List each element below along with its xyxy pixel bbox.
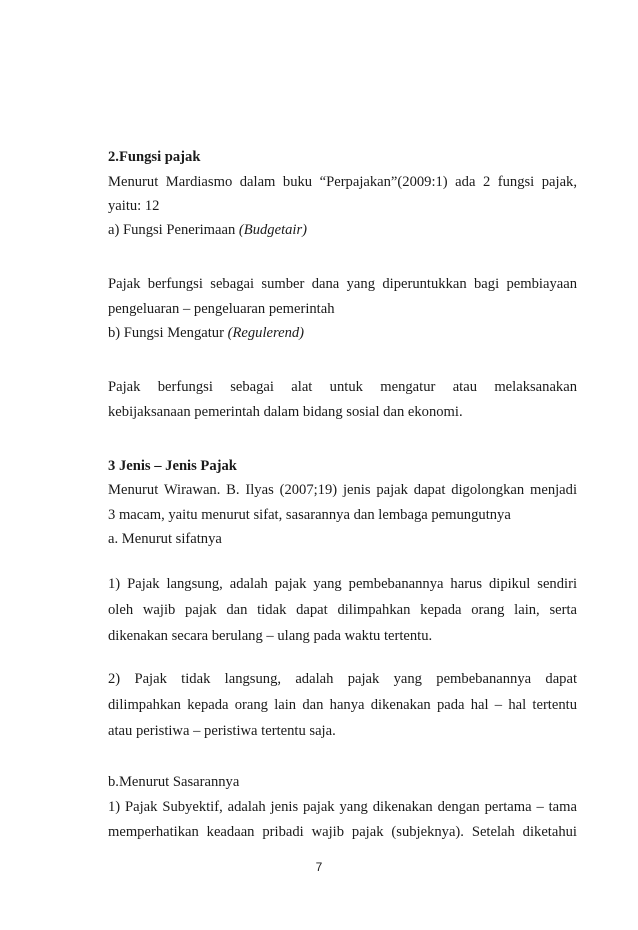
paragraph-line: Menurut Wirawan. B. Ilyas (2007;19) jenis pajak dapat digolongkan menjadi bbox=[108, 482, 577, 498]
paragraph-line: 2) Pajak tidak langsung, adalah pajak yang pembebanannya dapat bbox=[108, 671, 577, 687]
paragraph-line: atau peristiwa – peristiwa tertentu saja. bbox=[108, 723, 336, 739]
subheading-sasaran: b.Menurut Sasarannya bbox=[108, 774, 240, 790]
paragraph-line: pengeluaran – pengeluaran pemerintah bbox=[108, 301, 335, 317]
subheading-sifat: a. Menurut sifatnya bbox=[108, 531, 222, 547]
paragraph-line: dikenakan secara berulang – ulang pada waktu tertentu. bbox=[108, 628, 433, 644]
paragraph-line: kebijaksanaan pemerintah dalam bidang sosial dan ekonomi. bbox=[108, 404, 463, 420]
paragraph-line: memperhatikan keadaan pribadi wajib pajak (subjeknya). Setelah diketahui bbox=[108, 824, 577, 840]
list-item-label: a) Fungsi Penerimaan bbox=[108, 222, 239, 238]
paragraph-line: 3 macam, yaitu menurut sifat, sasarannya dan lembaga pemungutnya bbox=[108, 507, 511, 523]
paragraph-line: dilimpahkan kepada orang lain dan hanya dikenakan pada hal – hal tertentu bbox=[108, 697, 577, 713]
list-item-fungsi-b bbox=[108, 324, 577, 342]
section-heading-fungsi: 2.Fungsi pajak bbox=[108, 149, 201, 165]
paragraph-line: Pajak berfungsi sebagai alat untuk mengatur atau melaksanakan bbox=[108, 379, 577, 395]
paragraph-line: 1) Pajak Subyektif, adalah jenis pajak yang dikenakan dengan pertama – tama bbox=[108, 799, 577, 815]
page-number: 7 bbox=[315, 860, 323, 874]
paragraph-line: yaitu: 12 bbox=[108, 198, 160, 214]
paragraph-line: Pajak berfungsi sebagai sumber dana yang diperuntukkan bagi pembiayaan bbox=[108, 276, 577, 292]
section-heading-jenis: 3 Jenis – Jenis Pajak bbox=[108, 458, 237, 474]
paragraph-line: 1) Pajak langsung, adalah pajak yang pembebanannya harus dipikul sendiri bbox=[108, 576, 577, 592]
paragraph-line: oleh wajib pajak dan tidak dapat dilimpahkan kepada orang lain, serta bbox=[108, 602, 577, 618]
list-item-label: b) Fungsi Mengatur bbox=[108, 325, 228, 341]
list-item-fungsi-a bbox=[108, 221, 577, 239]
italic-term: (Regulerend) bbox=[227, 325, 305, 341]
italic-term: (Budgetair) bbox=[238, 222, 308, 238]
paragraph-line: Menurut Mardiasmo dalam buku “Perpajakan”(2009:1) ada 2 fungsi pajak, bbox=[108, 174, 577, 190]
